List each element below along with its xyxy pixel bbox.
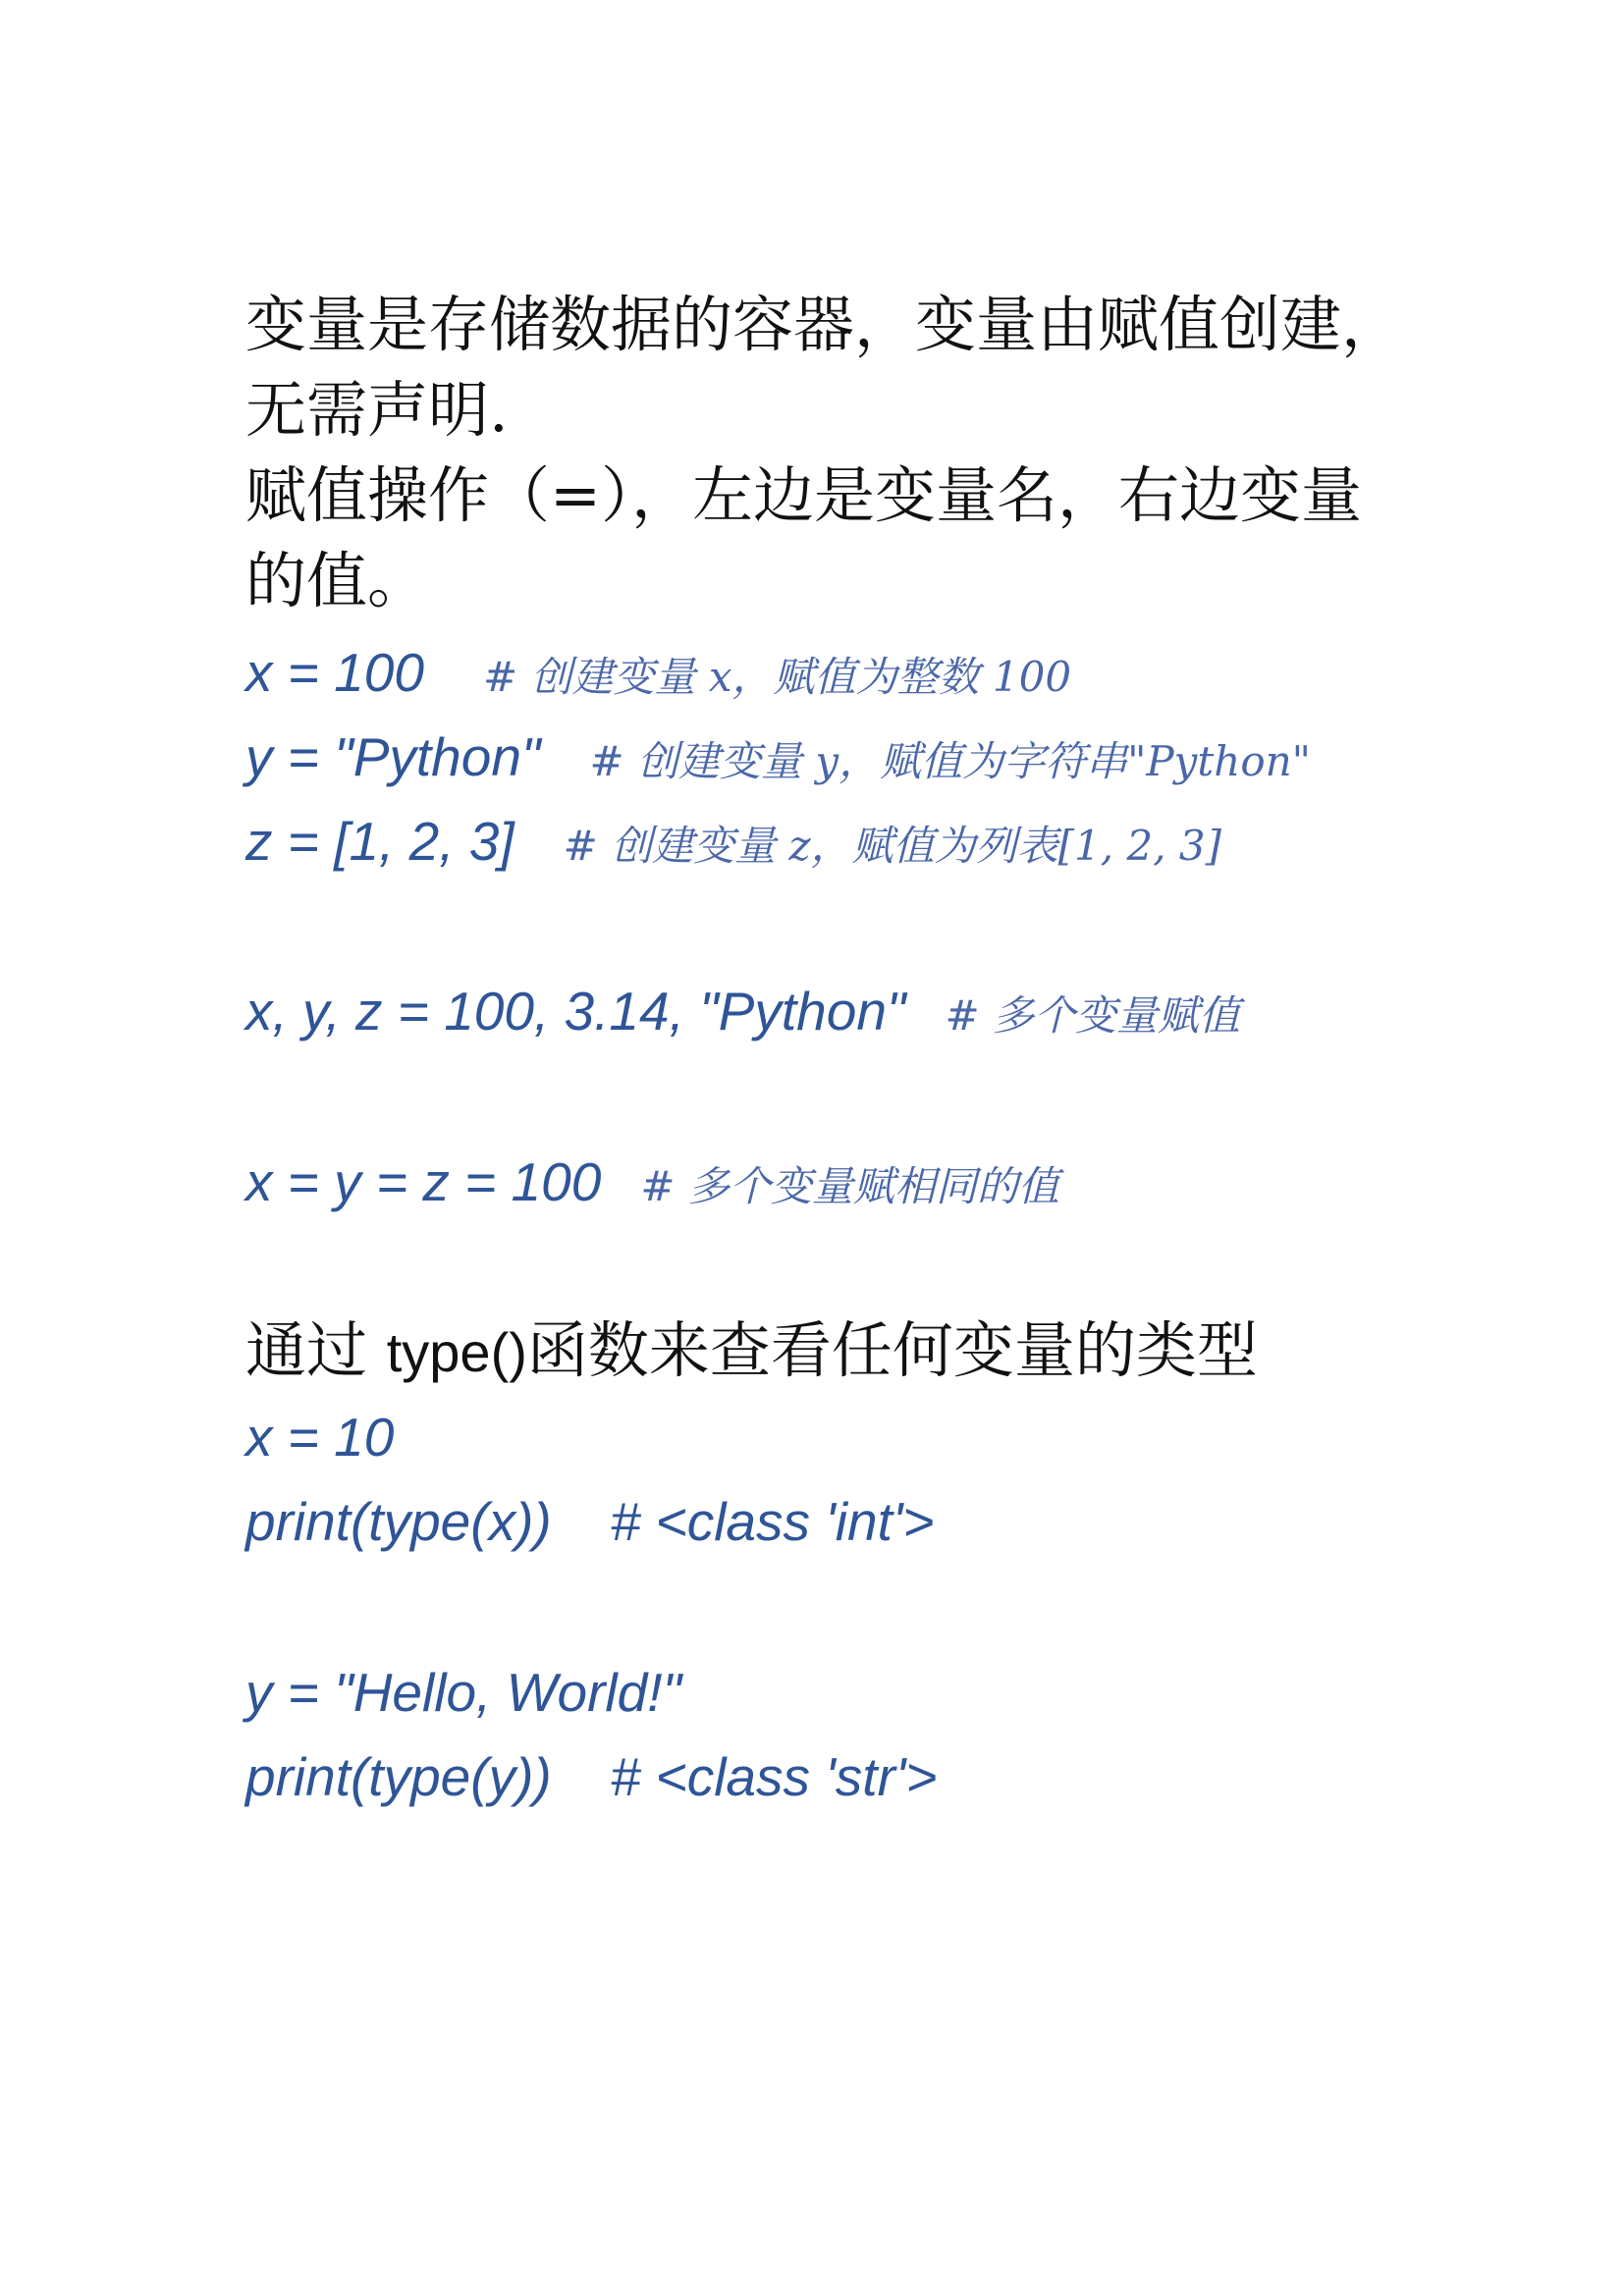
code-line-y-assign <box>245 726 1311 787</box>
code-text: print(type(x)) <box>245 1491 552 1552</box>
code-text: x, y, z = 100, 3.14, "Python" <box>245 981 906 1041</box>
code-text: z = [1, 2, 3] <box>245 811 514 872</box>
code-comment: # 创建变量 x，赋值为整数 100 <box>482 653 1072 701</box>
code-text: x = 100 <box>245 642 424 703</box>
intro-line-2: 无需声明. <box>245 374 509 446</box>
code-line-x-assign <box>245 642 1072 703</box>
code-comment: # 多个变量赋相同的值 <box>640 1162 1059 1210</box>
type-func-name: type() <box>386 1321 527 1383</box>
code-comment: # 创建变量 y，赋值为字符串"Python" <box>589 737 1311 785</box>
code-line-z-assign <box>245 811 1222 872</box>
intro-line-3: 赋值操作（=），左边是变量名，右边变量 <box>245 459 1362 531</box>
code-line-y-str: y = "Hello, World!" <box>245 1662 682 1723</box>
type-intro-line <box>245 1314 1258 1386</box>
code-line-x-int: x = 10 <box>245 1407 395 1468</box>
code-text: print(type(y)) <box>245 1746 552 1807</box>
code-line-same-assign <box>245 1151 1059 1212</box>
code-line-print-type-x <box>245 1491 935 1552</box>
intro-line-4: 的值。 <box>245 545 429 616</box>
code-text: y = "Python" <box>245 726 541 787</box>
code-comment: # 创建变量 z，赋值为列表[1, 2, 3] <box>563 822 1222 870</box>
code-comment: # 多个变量赋值 <box>945 991 1240 1040</box>
code-text: x = y = z = 100 <box>245 1151 602 1212</box>
code-line-multi-assign <box>245 981 1240 1041</box>
type-intro-prefix: 通过 <box>245 1314 387 1386</box>
type-intro-suffix: 函数来查看任何变量的类型 <box>526 1314 1258 1386</box>
code-line-print-type-y <box>245 1746 938 1807</box>
code-comment: # <class 'str'> <box>610 1746 938 1807</box>
intro-line-1: 变量是存储数据的容器，变量由赋值创建， <box>245 289 1403 360</box>
code-comment: # <class 'int'> <box>610 1491 935 1552</box>
